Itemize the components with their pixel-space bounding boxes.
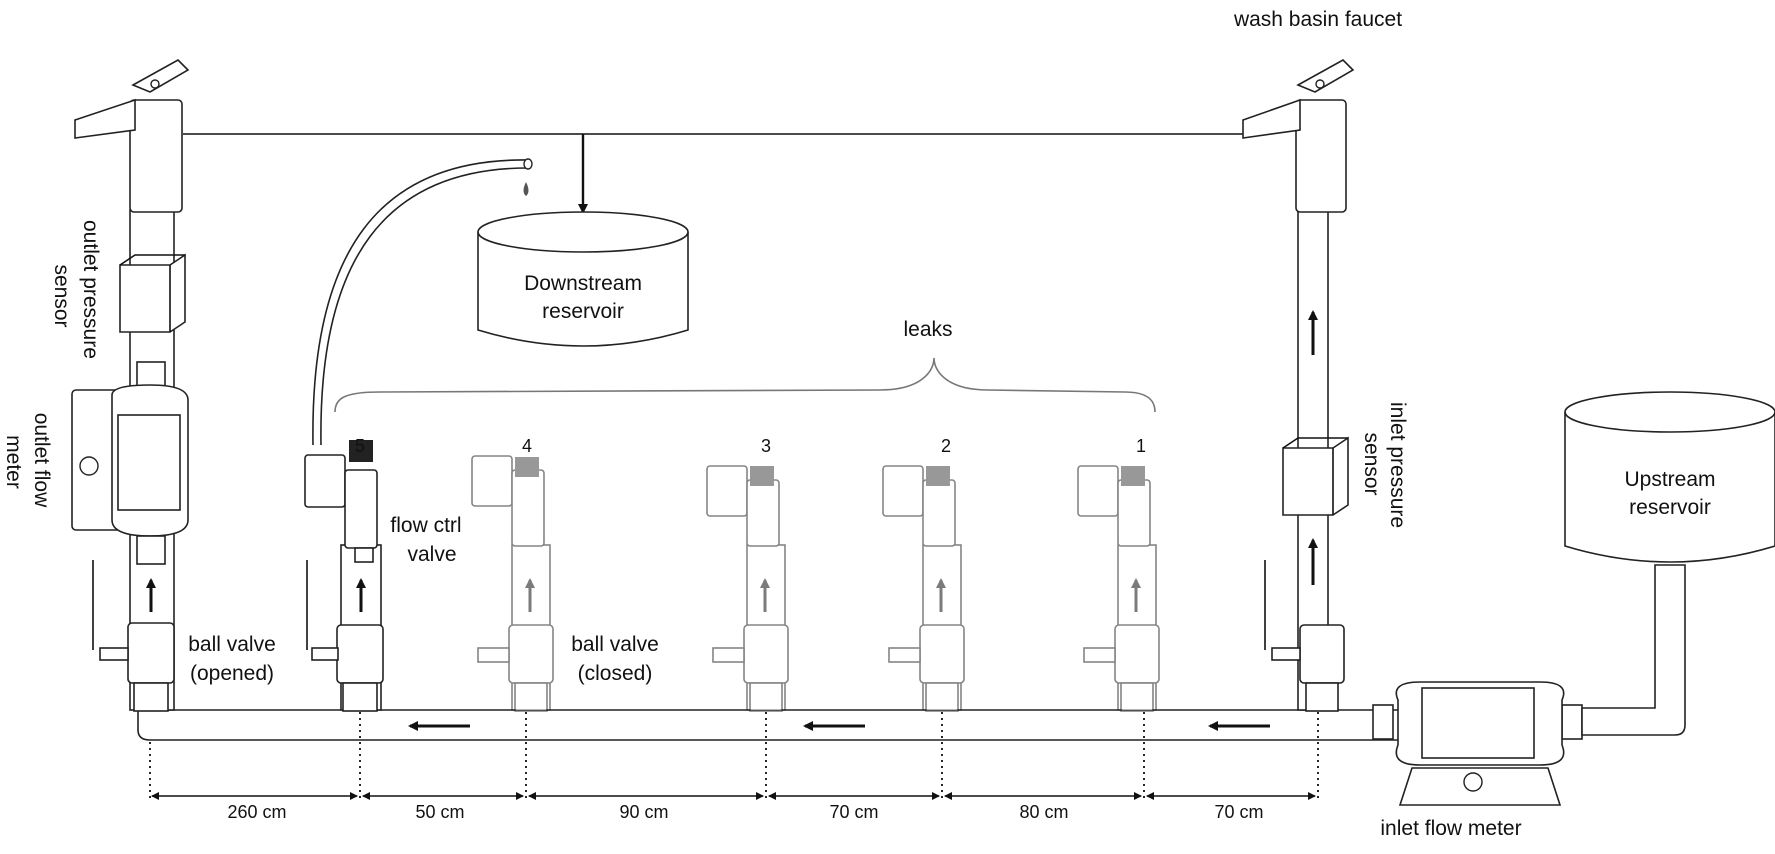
downstream-reservoir-label-1: Downstream [524,272,642,295]
inlet-riser [1243,60,1353,711]
leak-4-assembly [472,456,553,711]
outlet-flow-meter-icon [72,385,188,536]
flow-ctrl-valve-icon [305,440,377,562]
ball-valve-closed-label-2: (closed) [577,662,653,685]
ball-valve-opened-label-1: ball valve [188,633,276,656]
leaks-brace [335,318,1155,412]
distance-label: 50 cm [415,802,465,822]
leak-2-assembly [883,466,964,711]
inlet-flow-meter-icon [1373,682,1582,805]
outlet-pressure-sensor-label-2: sensor [50,264,73,328]
outlet-flow-meter-label-1: outlet flow [30,412,53,508]
leak-numbers [355,436,1146,456]
leak-number-2: 2 [940,436,952,456]
flow-ctrl-valve-label-2: valve [407,543,457,566]
upstream-reservoir [1565,392,1775,562]
upstream-reservoir-label-1: Upstream [1624,468,1716,491]
upstream-reservoir-label-2: reservoir [1629,496,1711,519]
drain-line [183,134,1247,212]
distance-label: 70 cm [829,802,879,822]
downstream-reservoir [478,212,688,346]
inlet-flow-meter-label: inlet flow meter [1380,817,1522,840]
leak-3-assembly [707,466,788,711]
distance-label: 70 cm [1214,802,1264,822]
flow-ctrl-valve-label-1: flow ctrl [390,514,462,537]
wash-basin-faucet-label: wash basin faucet [1233,8,1403,31]
ball-valve-opened-label-2: (opened) [189,662,275,685]
inlet-faucet-icon [1243,60,1353,212]
leak-number-3: 3 [760,436,772,456]
upstream-feed-pipe [1582,565,1685,735]
downstream-reservoir-label-2: reservoir [542,300,624,323]
distance-label: 90 cm [619,802,669,822]
outlet-pressure-sensor-label-1: outlet pressure [79,220,102,359]
inlet-pressure-sensor-label-1: inlet pressure [1386,402,1409,529]
inlet-pressure-sensor-label-2: sensor [1360,432,1383,496]
leak-number-5: 5 [354,436,366,456]
leak-1-assembly [1078,466,1159,711]
leaks-label: leaks [903,318,953,341]
leak-number-1: 1 [1135,436,1147,456]
distance-label: 260 cm [227,802,287,822]
outlet-pressure-sensor-icon [120,255,185,332]
ball-valve-closed-label-1: ball valve [571,633,659,656]
water-drop-icon [524,182,529,196]
distance-label: 80 cm [1019,802,1069,822]
leak-5-assembly [305,440,383,711]
leak-number-4: 4 [521,436,533,456]
outlet-riser [72,60,188,711]
outlet-flow-meter-label-2: meter [2,435,25,489]
outlet-faucet-icon [75,60,188,212]
inlet-pressure-sensor-icon [1283,438,1348,515]
